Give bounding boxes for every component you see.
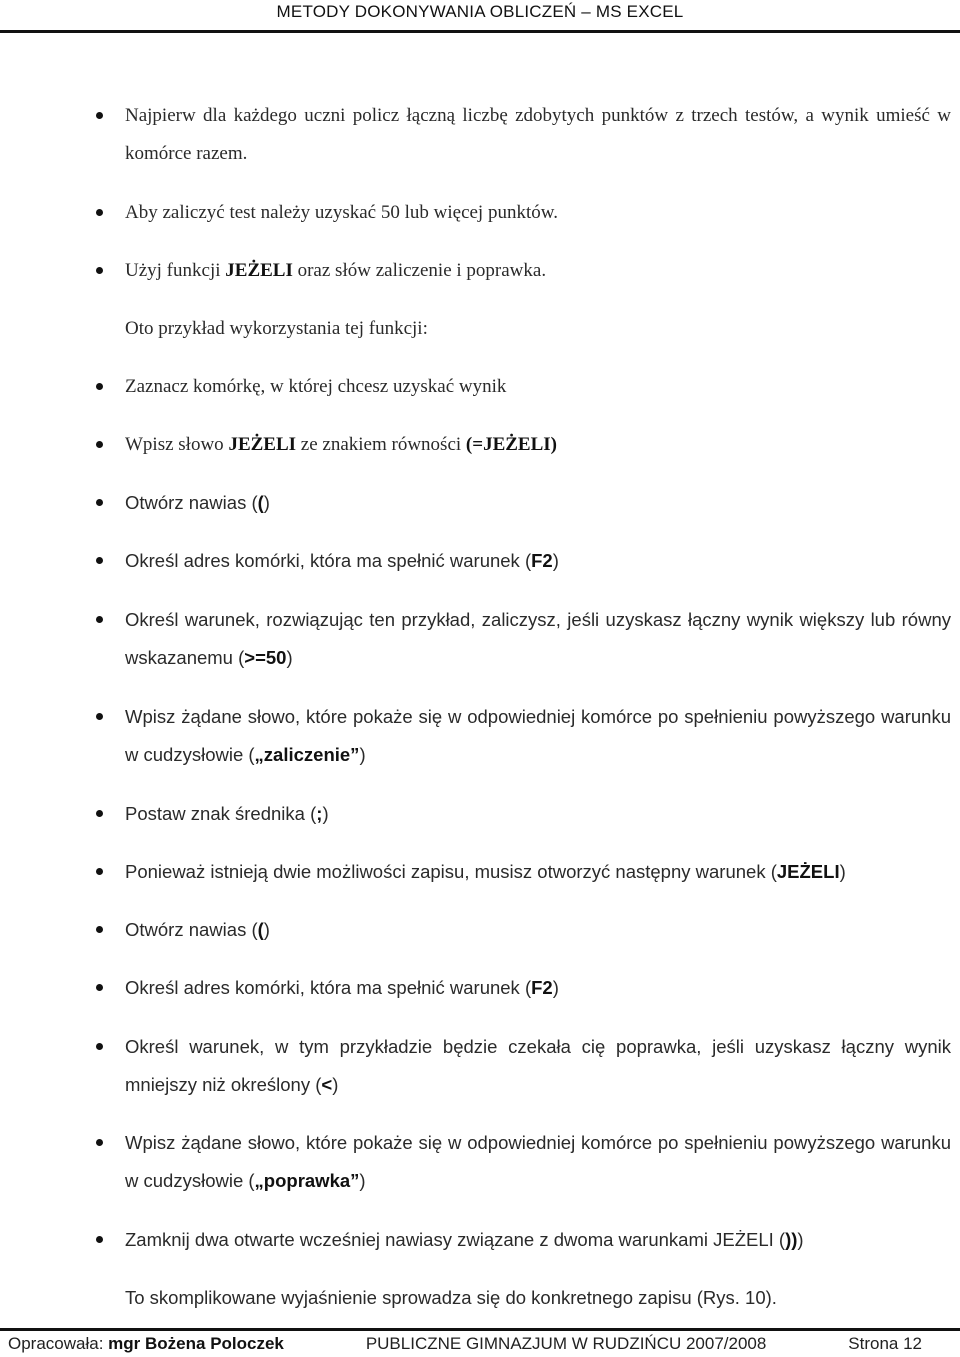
- list-item: [125, 969, 951, 1007]
- item-text: Zamknij dwa otwarte wcześniej nawiasy związane z dwoma warunkami JEŻELI (: [125, 1229, 786, 1250]
- item-bold: JEŻELI: [225, 260, 293, 281]
- author-name: mgr Bożena Poloczek: [108, 1334, 284, 1353]
- bullet-icon: [96, 209, 103, 216]
- page-number: Strona 12: [848, 1334, 922, 1353]
- outro-text: To skomplikowane wyjaśnienie sprowadza się do konkretnego zapisu (Rys. 10).: [125, 1287, 777, 1308]
- intro-text: Oto przykład wykorzystania tej funkcji:: [125, 318, 428, 339]
- list-item: [125, 252, 951, 290]
- bullet-icon: [96, 616, 103, 623]
- item-text: Wpisz żądane słowo, które pokaże się w odpowiedniej komórce po spełnieniu powyższego warunku w cudzysłowie (: [125, 706, 951, 765]
- item-bold: (: [257, 492, 264, 513]
- item-bold: )): [785, 1229, 798, 1250]
- list-item: [125, 601, 951, 677]
- item-bold: (: [257, 919, 264, 940]
- page-header: METODY DOKONYWANIA OBLICZEŃ – MS EXCEL: [276, 2, 684, 21]
- bullet-icon: [96, 1043, 103, 1050]
- list-item: [125, 1221, 951, 1259]
- item-text: ): [263, 492, 270, 513]
- item-bold: <: [321, 1074, 333, 1095]
- bullet-icon: [96, 926, 103, 933]
- bullet-icon: [96, 810, 103, 817]
- header-divider: [0, 30, 960, 33]
- author-label: Opracowała:: [8, 1334, 109, 1353]
- bullet-icon: [96, 984, 103, 991]
- list-item: [125, 1028, 951, 1104]
- footer-author: [8, 1333, 284, 1355]
- list-item: [125, 368, 951, 406]
- item-text: ): [839, 861, 846, 882]
- list-item: [125, 194, 951, 232]
- footer-school: PUBLICZNE GIMNAZJUM W RUDZIŃCU 2007/2008: [365, 1334, 767, 1353]
- footer-divider: [0, 1328, 960, 1331]
- bullet-icon: [96, 383, 103, 390]
- intro-paragraph: [125, 310, 951, 348]
- list-item: [125, 911, 951, 949]
- item-bold: „zaliczenie”: [254, 744, 360, 765]
- item-bold: >=50: [244, 647, 287, 668]
- item-bold: JEŻELI: [776, 861, 840, 882]
- item-text: Określ adres komórki, która ma spełnić warunek (: [125, 977, 532, 998]
- list-item: [125, 1124, 951, 1200]
- bullet-icon: [96, 112, 103, 119]
- list-item: [125, 795, 951, 833]
- list-item: [125, 542, 951, 580]
- item-text: Wpisz słowo: [125, 434, 229, 455]
- bullet-icon: [96, 557, 103, 564]
- item-text: Wpisz żądane słowo, które pokaże się w odpowiedniej komórce po spełnieniu powyższego warunku w cudzysłowie (: [125, 1132, 951, 1191]
- item-text: ze znakiem równości: [296, 434, 466, 455]
- item-text: ): [797, 1229, 804, 1250]
- bullet-icon: [96, 1139, 103, 1146]
- item-text: ): [552, 550, 559, 571]
- item-text: Określ adres komórki, która ma spełnić warunek (: [125, 550, 532, 571]
- item-text: Postaw znak średnika (: [125, 803, 317, 824]
- item-text: Otwórz nawias (: [125, 492, 258, 513]
- item-text: Zaznacz komórkę, w której chcesz uzyskać wynik: [125, 376, 507, 397]
- list-item: [125, 853, 951, 891]
- item-text: Aby zaliczyć test należy uzyskać 50 lub więcej punktów.: [125, 202, 558, 223]
- list-item: [125, 484, 951, 522]
- item-text: Ponieważ istnieją dwie możliwości zapisu, musisz otworzyć następny warunek (: [125, 861, 777, 882]
- bullet-icon: [96, 713, 103, 720]
- list-item: [125, 97, 951, 173]
- bullet-icon: [96, 1236, 103, 1243]
- item-bold: ;: [316, 803, 323, 824]
- item-text: ): [263, 919, 270, 940]
- item-text: Użyj funkcji: [125, 260, 226, 281]
- item-text: ): [552, 977, 559, 998]
- item-text: oraz słów zaliczenie i poprawka.: [292, 260, 547, 281]
- item-bold: JEŻELI: [228, 434, 297, 455]
- item-bold: F2: [531, 550, 553, 571]
- item-text: ): [322, 803, 329, 824]
- item-bold: „poprawka”: [254, 1170, 360, 1191]
- item-text: ): [286, 647, 293, 668]
- item-bold: (=JEŻELI): [465, 434, 557, 455]
- bullet-icon: [96, 267, 103, 274]
- item-text: Określ warunek, w tym przykładzie będzie czekała cię poprawka, jeśli uzyskasz łączny wynik mniejszy niż określony (: [125, 1036, 951, 1095]
- bullet-icon: [96, 441, 103, 448]
- item-bold: F2: [531, 977, 553, 998]
- item-text: ): [332, 1074, 339, 1095]
- outro-paragraph: [125, 1279, 951, 1317]
- item-text: Określ warunek, rozwiązując ten przykład, zaliczysz, jeśli uzyskasz łączny wynik większy lub równy wskazanemu (: [125, 609, 951, 668]
- item-text: ): [359, 744, 366, 765]
- bullet-icon: [96, 868, 103, 875]
- list-item: [125, 426, 951, 464]
- item-text: Otwórz nawias (: [125, 919, 258, 940]
- bullet-icon: [96, 499, 103, 506]
- page-footer: [8, 1333, 922, 1355]
- list-item: [125, 698, 951, 774]
- item-text: Najpierw dla każdego uczni policz łączną liczbę zdobytych punktów z trzech testów, a wynik umieść w komórce razem.: [125, 105, 951, 164]
- item-text: ): [359, 1170, 366, 1191]
